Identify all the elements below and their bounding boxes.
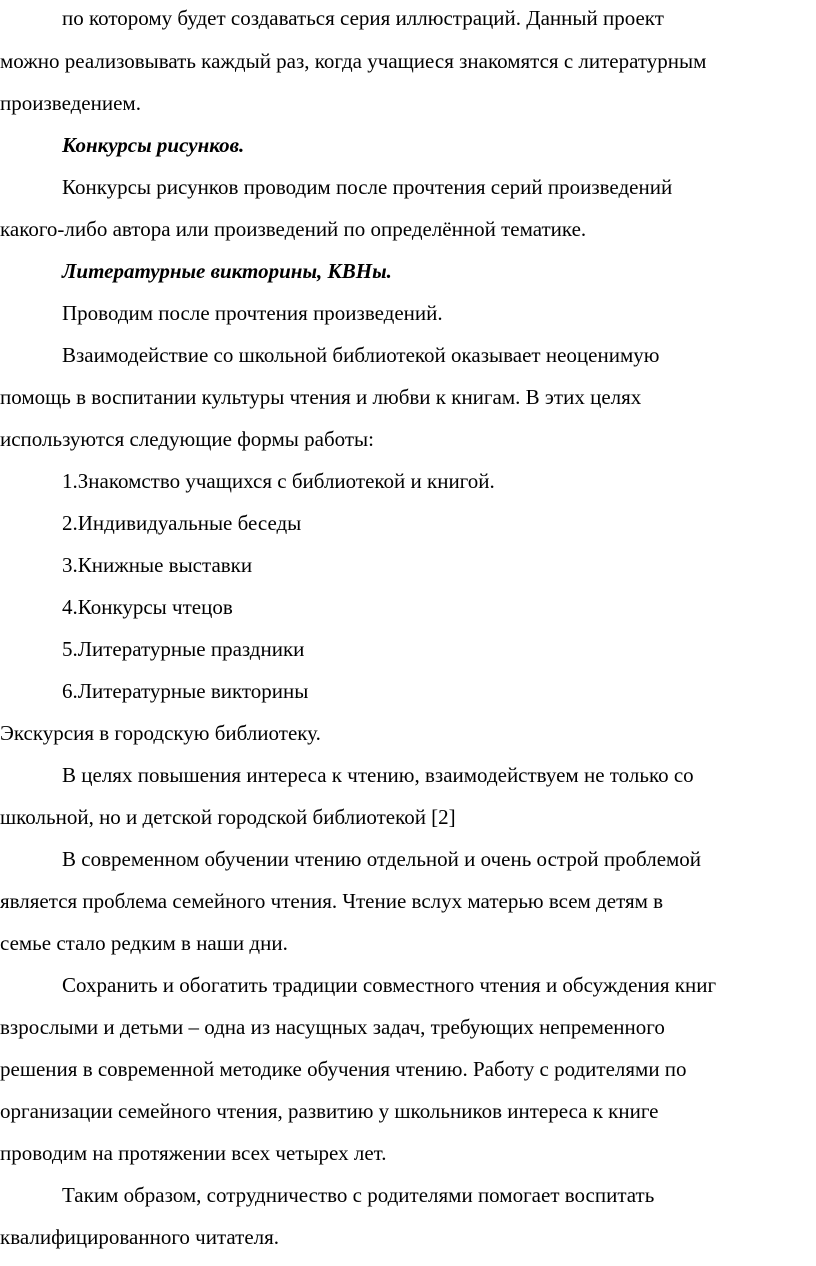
text-line: организации семейного чтения, развитию у школьников интереса к книге bbox=[0, 1099, 659, 1123]
list-item: 2.Индивидуальные беседы bbox=[62, 511, 302, 535]
section-heading: Конкурсы рисунков. bbox=[62, 133, 245, 157]
text-line: семье стало редким в наши дни. bbox=[0, 931, 288, 955]
text-line: Сохранить и обогатить традиции совместного чтения и обсуждения книг bbox=[62, 973, 717, 997]
list-item: 3.Книжные выставки bbox=[62, 553, 253, 577]
text-line: используются следующие формы работы: bbox=[0, 427, 374, 451]
text-line: решения в современной методике обучения чтению. Работу с родителями по bbox=[0, 1057, 687, 1081]
text-line: помощь в воспитании культуры чтения и любви к книгам. В этих целях bbox=[0, 385, 642, 409]
list-item: 1.Знакомство учащихся с библиотекой и книгой. bbox=[62, 469, 495, 493]
text-line: Таким образом, сотрудничество с родителями помогает воспитать bbox=[62, 1183, 655, 1207]
text-line: В современном обучении чтению отдельной и очень острой проблемой bbox=[62, 847, 702, 871]
text-line: произведением. bbox=[0, 91, 141, 115]
list-item: 4.Конкурсы чтецов bbox=[62, 595, 233, 619]
section-heading: Литературные викторины, КВНы. bbox=[62, 259, 392, 283]
text-line: является проблема семейного чтения. Чтение вслух матерью всем детям в bbox=[0, 889, 664, 913]
text-line: Взаимодействие со школьной библиотекой оказывает неоценимую bbox=[62, 343, 660, 367]
text-line: Проводим после прочтения произведений. bbox=[62, 301, 443, 325]
text-line: В целях повышения интереса к чтению, взаимодействуем не только со bbox=[62, 763, 694, 787]
list-item: 5.Литературные праздники bbox=[62, 637, 305, 661]
text-line: школьной, но и детской городской библиотекой [2] bbox=[0, 805, 456, 829]
text-line: по которому будет создаваться серия иллюстраций. Данный проект bbox=[62, 6, 664, 30]
text-line: какого-либо автора или произведений по определённой тематике. bbox=[0, 217, 587, 241]
text-line: Экскурсия в городскую библиотеку. bbox=[0, 721, 321, 745]
list-item: 6.Литературные викторины bbox=[62, 679, 309, 703]
text-line: взрослыми и детьми – одна из насущных задач, требующих непременного bbox=[0, 1015, 665, 1039]
text-line: проводим на протяжении всех четырех лет. bbox=[0, 1141, 387, 1165]
text-line: квалифицированного читателя. bbox=[0, 1225, 280, 1249]
text-line: можно реализовывать каждый раз, когда учащиеся знакомятся с литературным bbox=[0, 49, 707, 73]
text-line: Конкурсы рисунков проводим после прочтения серий произведений bbox=[62, 175, 673, 199]
